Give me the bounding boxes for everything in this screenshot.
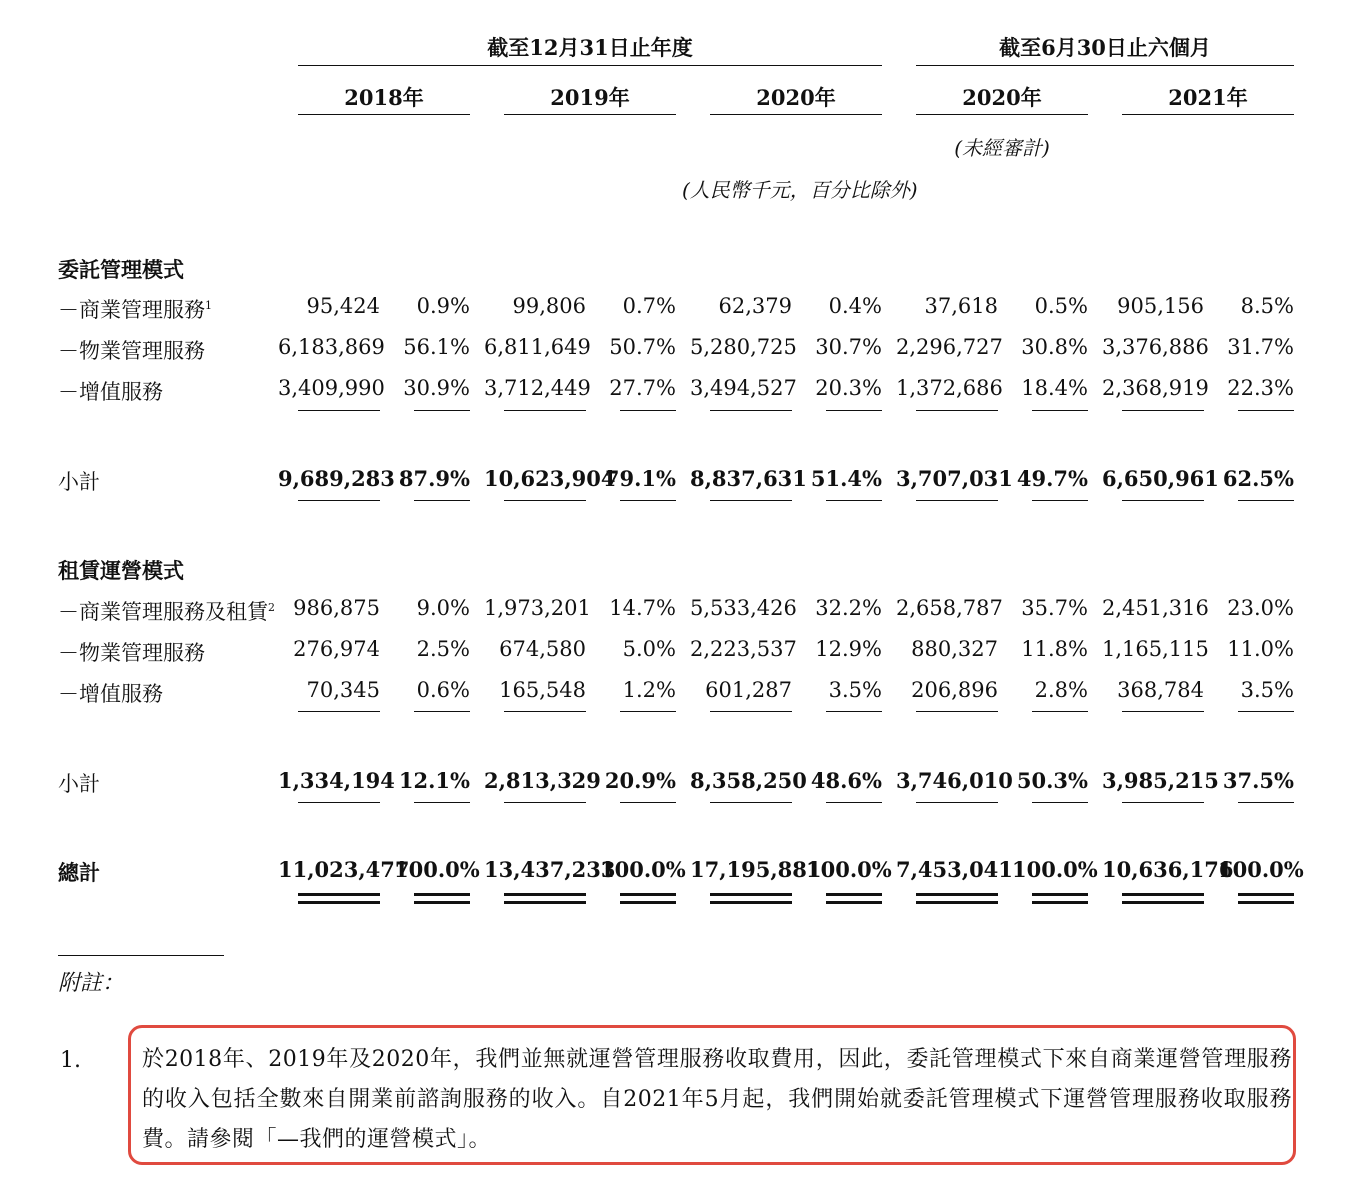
notes-heading: 附註： <box>58 971 125 996</box>
subtotal-percent: 51.4% <box>810 466 882 491</box>
row-percent: 0.5% <box>1034 294 1088 318</box>
total-amount: 10,636,176 <box>1102 857 1234 882</box>
header-group-fiscal-year: 截至12月31日止年度 <box>487 35 693 60</box>
cell-underline <box>710 802 792 803</box>
double-underline <box>1032 901 1088 907</box>
double-underline <box>826 901 882 907</box>
subtotal-label: 小計 <box>58 470 100 494</box>
row-label <box>58 596 275 626</box>
row-label <box>58 678 163 708</box>
year-header-rule <box>504 114 676 115</box>
cell-underline <box>710 410 792 411</box>
row-amount: 6,183,869 <box>278 335 385 359</box>
row-percent: 1.2% <box>622 678 676 702</box>
row-amount: 2,296,727 <box>896 335 1003 359</box>
row-percent: 32.2% <box>815 596 882 620</box>
unaudited-note: (未經審計) <box>954 136 1050 160</box>
row-amount: 2,451,316 <box>1102 596 1209 620</box>
year-header-rule <box>916 114 1088 115</box>
cell-underline <box>298 802 380 803</box>
cell-underline <box>504 802 586 803</box>
total-amount: 17,195,881 <box>690 857 822 882</box>
cell-underline <box>1238 802 1294 803</box>
total-percent: 100.0% <box>394 857 480 882</box>
row-percent: 11.0% <box>1227 637 1294 661</box>
total-percent: 100.0% <box>1218 857 1304 882</box>
double-underline <box>298 893 380 899</box>
row-amount: 37,618 <box>924 294 998 318</box>
cell-underline <box>1122 711 1204 712</box>
cell-underline <box>504 500 586 501</box>
row-amount: 880,327 <box>911 637 998 661</box>
total-label: 總計 <box>58 860 100 885</box>
cell-underline <box>1032 711 1088 712</box>
row-label <box>58 335 205 365</box>
footnote-marker: 2 <box>268 601 275 614</box>
row-label-text: －商業管理服務 <box>58 298 205 322</box>
cell-underline <box>826 802 882 803</box>
row-amount: 905,156 <box>1117 294 1204 318</box>
cell-underline <box>620 410 676 411</box>
row-percent: 20.3% <box>815 376 882 400</box>
cell-underline <box>1032 410 1088 411</box>
row-amount: 95,424 <box>306 294 380 318</box>
year-header: 2019年 <box>550 85 630 110</box>
row-amount: 674,580 <box>499 637 586 661</box>
double-underline <box>710 893 792 899</box>
subtotal-percent: 12.1% <box>398 768 470 793</box>
subtotal-percent: 48.6% <box>810 768 882 793</box>
total-percent: 100.0% <box>806 857 892 882</box>
double-underline <box>826 893 882 899</box>
year-header-rule <box>298 114 470 115</box>
row-label <box>58 294 212 324</box>
double-underline <box>504 901 586 907</box>
row-percent: 23.0% <box>1227 596 1294 620</box>
row-amount: 2,658,787 <box>896 596 1003 620</box>
year-header-rule <box>1122 114 1294 115</box>
cell-underline <box>414 802 470 803</box>
section-title: 租賃運營模式 <box>58 558 184 583</box>
cell-underline <box>298 711 380 712</box>
row-label-text: －物業管理服務 <box>58 339 205 363</box>
year-header: 2021年 <box>1168 85 1248 110</box>
subtotal-amount: 8,358,250 <box>690 768 807 793</box>
cell-underline <box>414 500 470 501</box>
row-amount: 1,165,115 <box>1102 637 1209 661</box>
cell-underline <box>916 802 998 803</box>
cell-underline <box>1238 410 1294 411</box>
row-percent: 0.6% <box>416 678 470 702</box>
row-percent: 3.5% <box>828 678 882 702</box>
row-amount: 5,280,725 <box>690 335 797 359</box>
cell-underline <box>826 711 882 712</box>
double-underline <box>916 893 998 899</box>
row-percent: 2.8% <box>1034 678 1088 702</box>
row-label-text: －物業管理服務 <box>58 641 205 665</box>
double-underline <box>298 901 380 907</box>
row-amount: 986,875 <box>293 596 380 620</box>
total-amount: 11,023,477 <box>278 857 410 882</box>
row-amount: 62,379 <box>718 294 792 318</box>
row-amount: 3,376,886 <box>1102 335 1209 359</box>
row-percent: 50.7% <box>609 335 676 359</box>
subtotal-amount: 2,813,329 <box>484 768 601 793</box>
footnote-marker: 1 <box>205 299 212 312</box>
row-label-text: －增值服務 <box>58 682 163 706</box>
cell-underline <box>620 802 676 803</box>
subtotal-percent: 79.1% <box>604 466 676 491</box>
double-underline <box>620 893 676 899</box>
double-underline <box>414 893 470 899</box>
cell-underline <box>710 711 792 712</box>
row-percent: 0.9% <box>416 294 470 318</box>
double-underline <box>1238 893 1294 899</box>
double-underline <box>1032 893 1088 899</box>
cell-underline <box>826 500 882 501</box>
row-amount: 206,896 <box>911 678 998 702</box>
double-underline <box>710 901 792 907</box>
cell-underline <box>298 500 380 501</box>
note-text: 於2018年、2019年及2020年，我們並無就運營管理服務收取費用，因此，委託管理模式下來自商業運營管理服務的收入包括全數來自開業前諮詢服務的收入。自2021年5月起，我們開始就委託管理模式下運營管理服務收取服務費。請參閱「—我們的運營模式」。 <box>142 1047 1292 1152</box>
notes-divider <box>58 955 224 956</box>
row-percent: 12.9% <box>815 637 882 661</box>
header-group-six-months: 截至6月30日止六個月 <box>999 35 1211 60</box>
row-amount: 1,372,686 <box>896 376 1003 400</box>
cell-underline <box>826 410 882 411</box>
row-percent: 9.0% <box>416 596 470 620</box>
row-percent: 56.1% <box>403 335 470 359</box>
double-underline <box>414 901 470 907</box>
row-amount: 6,811,649 <box>484 335 591 359</box>
subtotal-label: 小計 <box>58 772 100 796</box>
row-percent: 30.9% <box>403 376 470 400</box>
double-underline <box>620 901 676 907</box>
cell-underline <box>916 711 998 712</box>
cell-underline <box>710 500 792 501</box>
section-title: 委託管理模式 <box>58 257 184 282</box>
subtotal-percent: 62.5% <box>1222 466 1294 491</box>
cell-underline <box>916 410 998 411</box>
double-underline <box>1238 901 1294 907</box>
row-amount: 3,409,990 <box>278 376 385 400</box>
subtotal-percent: 87.9% <box>398 466 470 491</box>
double-underline <box>1122 901 1204 907</box>
subtotal-amount: 3,707,031 <box>896 466 1013 491</box>
row-label-text: －商業管理服務及租賃 <box>58 600 268 624</box>
row-amount: 70,345 <box>306 678 380 702</box>
header-group-six-months-rule <box>916 65 1294 66</box>
year-header: 2020年 <box>756 85 836 110</box>
cell-underline <box>504 711 586 712</box>
cell-underline <box>414 711 470 712</box>
year-header: 2018年 <box>344 85 424 110</box>
subtotal-percent: 49.7% <box>1016 466 1088 491</box>
row-percent: 27.7% <box>609 376 676 400</box>
double-underline <box>916 901 998 907</box>
subtotal-percent: 37.5% <box>1222 768 1294 793</box>
row-amount: 3,712,449 <box>484 376 591 400</box>
row-amount: 276,974 <box>293 637 380 661</box>
cell-underline <box>620 500 676 501</box>
row-amount: 3,494,527 <box>690 376 797 400</box>
units-note: (人民幣千元，百分比除外) <box>682 178 918 202</box>
row-percent: 30.8% <box>1021 335 1088 359</box>
header-group-fiscal-year-rule <box>298 65 882 66</box>
total-amount: 7,453,041 <box>896 857 1013 882</box>
row-percent: 5.0% <box>622 637 676 661</box>
row-amount: 2,223,537 <box>690 637 797 661</box>
subtotal-amount: 6,650,961 <box>1102 466 1219 491</box>
cell-underline <box>1122 410 1204 411</box>
row-percent: 3.5% <box>1240 678 1294 702</box>
cell-underline <box>1238 711 1294 712</box>
row-amount: 165,548 <box>499 678 586 702</box>
row-percent: 2.5% <box>416 637 470 661</box>
row-percent: 0.7% <box>622 294 676 318</box>
cell-underline <box>1032 500 1088 501</box>
subtotal-amount: 9,689,283 <box>278 466 395 491</box>
row-percent: 8.5% <box>1240 294 1294 318</box>
subtotal-amount: 8,837,631 <box>690 466 807 491</box>
double-underline <box>1122 893 1204 899</box>
total-percent: 100.0% <box>600 857 686 882</box>
row-amount: 5,533,426 <box>690 596 797 620</box>
cell-underline <box>1122 500 1204 501</box>
cell-underline <box>1122 802 1204 803</box>
row-label <box>58 376 163 406</box>
row-amount: 2,368,919 <box>1102 376 1209 400</box>
cell-underline <box>1032 802 1088 803</box>
row-percent: 0.4% <box>828 294 882 318</box>
subtotal-percent: 50.3% <box>1016 768 1088 793</box>
row-amount: 99,806 <box>512 294 586 318</box>
cell-underline <box>1238 500 1294 501</box>
row-label-text: －增值服務 <box>58 380 163 404</box>
row-percent: 11.8% <box>1021 637 1088 661</box>
cell-underline <box>504 410 586 411</box>
subtotal-amount: 3,746,010 <box>896 768 1013 793</box>
cell-underline <box>414 410 470 411</box>
year-header: 2020年 <box>962 85 1042 110</box>
row-amount: 368,784 <box>1117 678 1204 702</box>
row-percent: 31.7% <box>1227 335 1294 359</box>
row-percent: 14.7% <box>609 596 676 620</box>
subtotal-percent: 20.9% <box>604 768 676 793</box>
row-amount: 1,973,201 <box>484 596 591 620</box>
cell-underline <box>620 711 676 712</box>
subtotal-amount: 10,623,904 <box>484 466 616 491</box>
note-number: 1. <box>60 1048 81 1073</box>
subtotal-amount: 3,985,215 <box>1102 768 1219 793</box>
double-underline <box>504 893 586 899</box>
total-percent: 100.0% <box>1012 857 1098 882</box>
row-percent: 35.7% <box>1021 596 1088 620</box>
row-amount: 601,287 <box>705 678 792 702</box>
subtotal-amount: 1,334,194 <box>278 768 395 793</box>
total-amount: 13,437,233 <box>484 857 616 882</box>
cell-underline <box>916 500 998 501</box>
row-label <box>58 637 205 667</box>
row-percent: 30.7% <box>815 335 882 359</box>
cell-underline <box>298 410 380 411</box>
row-percent: 18.4% <box>1021 376 1088 400</box>
year-header-rule <box>710 114 882 115</box>
row-percent: 22.3% <box>1227 376 1294 400</box>
